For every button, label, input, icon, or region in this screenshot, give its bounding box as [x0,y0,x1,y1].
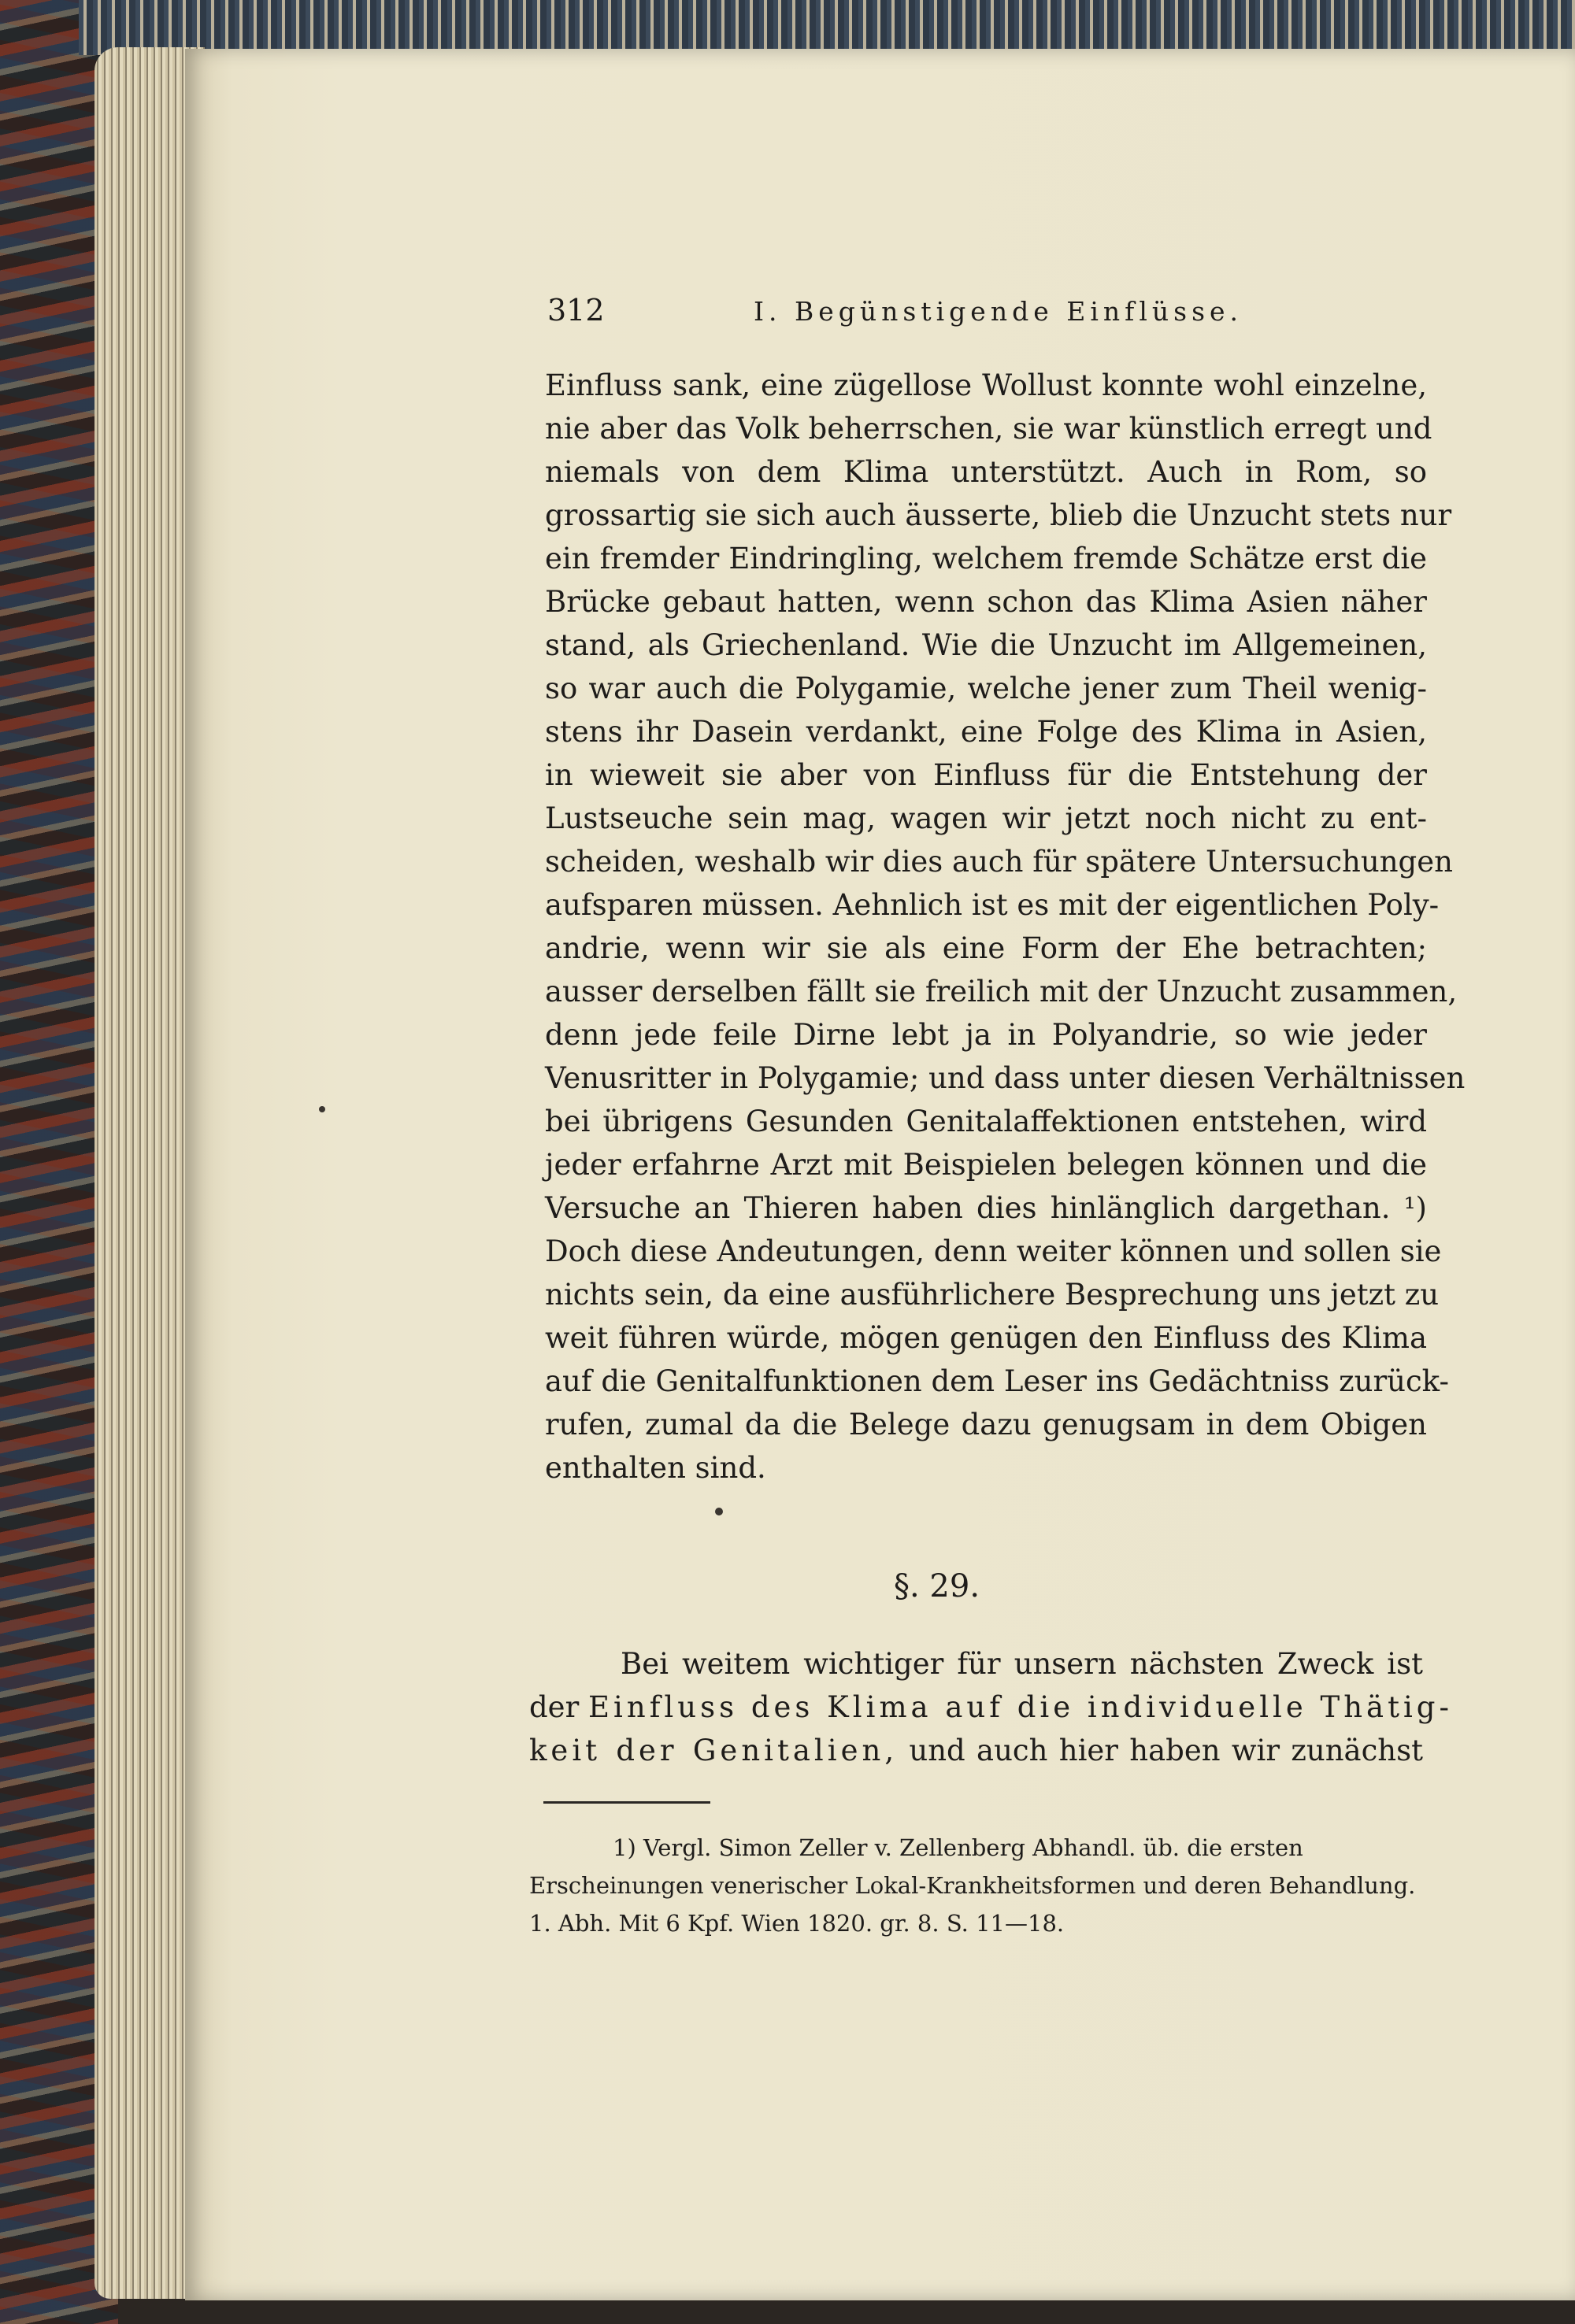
body-line: jeder erfahrne Arzt mit Beispielen belegen können und die [545,1148,1427,1182]
body-line: enthalten sind. [545,1451,766,1485]
cover-edge [79,0,1575,55]
body-line: denn jede feile Dirne lebt ja in Polyandrie, so wie jeder [545,1018,1427,1052]
body-line: auf die Genitalfunktionen dem Leser ins Gedächtniss zurück- [545,1364,1449,1398]
body-line: nichts sein, da eine ausführlichere Besprechung uns jetzt zu [545,1278,1440,1312]
emphasized-text: Einfluss des Klima auf die individuelle Thätig- [588,1690,1453,1724]
paragraph-text: der [529,1690,580,1724]
page-number: 312 [547,293,605,328]
body-line: scheiden, weshalb wir dies auch für spätere Untersuchungen [545,845,1453,879]
paragraph-line: Bei weitem wichtiger für unsern nächsten Zweck ist [621,1647,1423,1681]
body-line: stand, als Griechenland. Wie die Unzucht im Allgemeinen, [545,628,1427,662]
body-line: Versuche an Thieren haben dies hinlänglich dargethan. ¹) [545,1191,1427,1225]
body-line: Lustseuche sein mag, wagen wir jetzt noch nicht zu ent- [545,801,1427,835]
body-line: in wieweit sie aber von Einfluss für die Entstehung der [545,758,1427,792]
footnote-rule [543,1801,710,1804]
paragraph-line [529,1734,1423,1767]
body-line: Venusritter in Polygamie; und dass unter diesen Verhältnissen [545,1061,1466,1095]
body-line: grossartig sie sich auch äusserte, blieb die Unzucht stets nur [545,498,1452,532]
body-line: nie aber das Volk beherrschen, sie war künstlich erregt und [545,412,1432,446]
body-line: andrie, wenn wir sie als eine Form der Ehe betrachten; [545,931,1427,965]
body-line: aufsparen müssen. Aehnlich ist es mit der eigentlichen Poly- [545,888,1440,922]
body-line: niemals von dem Klima unterstützt. Auch in Rom, so [545,455,1427,489]
ink-dot [715,1508,723,1515]
paragraph-line [529,1690,1453,1724]
body-line: bei übrigens Gesunden Genitalaffektionen entstehen, wird [545,1105,1427,1138]
body-line: rufen, zumal da die Belege dazu genugsam in dem Obigen [545,1408,1427,1441]
body-line: ein fremder Eindringling, welchem fremde Schätze erst die [545,542,1427,575]
body-line: ausser derselben fällt sie freilich mit der Unzucht zusammen, [545,975,1458,1008]
body-line: stens ihr Dasein verdankt, eine Folge des Klima in Asien, [545,715,1427,749]
footnote-line: Erscheinungen venerischer Lokal-Krankheitsformen und deren Behandlung. [529,1872,1416,1899]
paragraph-text: und auch hier haben wir zunächst [909,1734,1423,1767]
emphasized-text: keit der Genitalien, [529,1734,899,1767]
body-line: Einfluss sank, eine zügellose Wollust konnte wohl einzelne, [545,368,1427,402]
body-line: weit führen würde, mögen genügen den Einfluss des Klima [545,1321,1427,1355]
body-line: Brücke gebaut hatten, wenn schon das Klima Asien näher [545,585,1427,619]
body-line: Doch diese Andeutungen, denn weiter können und sollen sie [545,1234,1442,1268]
running-head-title: I. Begünstigende Einflüsse. [754,296,1243,327]
section-heading: §. 29. [894,1568,980,1604]
body-line: so war auch die Polygamie, welche jener zum Theil wenig- [545,672,1427,705]
running-head [547,293,1272,337]
ink-dot [319,1106,325,1112]
footnote-line: 1. Abh. Mit 6 Kpf. Wien 1820. gr. 8. S. 11—18. [529,1910,1065,1937]
footnote-line: 1) Vergl. Simon Zeller v. Zellenberg Abhandl. üb. die ersten [613,1834,1303,1861]
